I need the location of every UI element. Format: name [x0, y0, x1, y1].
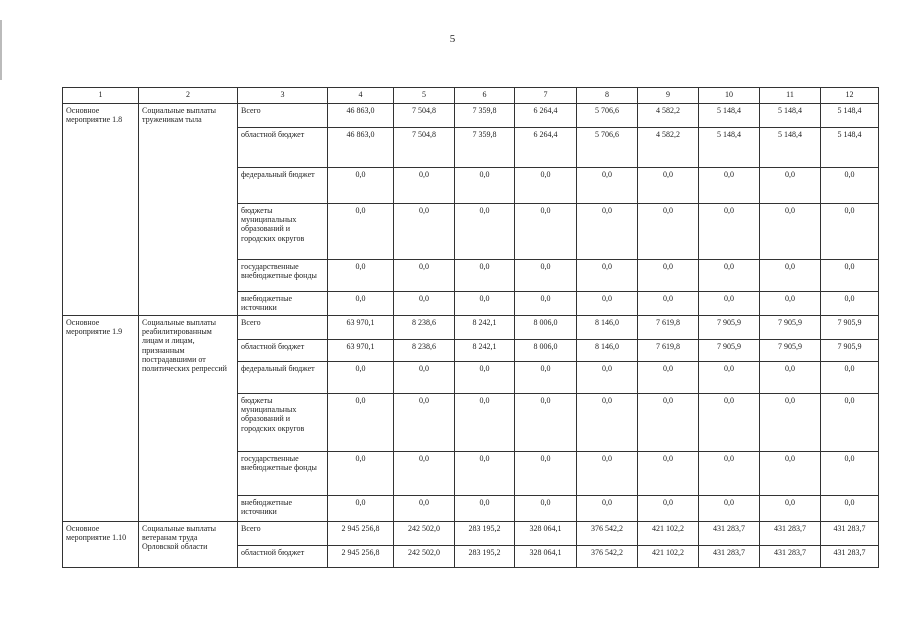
header-cell: 4 — [328, 88, 394, 104]
value-cell: 0,0 — [760, 204, 821, 260]
value-cell: 431 283,7 — [760, 522, 821, 546]
value-cell: 0,0 — [515, 204, 577, 260]
value-cell: 0,0 — [760, 362, 821, 394]
value-cell: 7 359,8 — [455, 128, 515, 168]
value-cell: 0,0 — [515, 362, 577, 394]
budget-table — [62, 87, 879, 568]
value-cell: 0,0 — [699, 394, 760, 452]
header-cell: 6 — [455, 88, 515, 104]
funding-source-cell: Всего — [238, 104, 328, 128]
value-cell: 7 905,9 — [821, 340, 879, 362]
header-cell: 2 — [139, 88, 238, 104]
value-cell: 0,0 — [638, 362, 699, 394]
funding-source-cell: областной бюджет — [238, 128, 328, 168]
value-cell: 0,0 — [515, 496, 577, 522]
value-cell: 0,0 — [455, 496, 515, 522]
value-cell: 376 542,2 — [577, 546, 638, 568]
header-cell: 9 — [638, 88, 699, 104]
value-cell: 0,0 — [455, 292, 515, 316]
value-cell: 0,0 — [638, 168, 699, 204]
value-cell: 5 706,6 — [577, 128, 638, 168]
value-cell: 5 148,4 — [821, 128, 879, 168]
value-cell: 8 146,0 — [577, 340, 638, 362]
value-cell: 0,0 — [515, 292, 577, 316]
value-cell: 431 283,7 — [821, 546, 879, 568]
value-cell: 0,0 — [638, 452, 699, 496]
funding-source-cell: государственные внебюджетные фонды — [238, 260, 328, 292]
value-cell: 7 905,9 — [760, 340, 821, 362]
value-cell: 0,0 — [760, 394, 821, 452]
value-cell: 283 195,2 — [455, 522, 515, 546]
value-cell: 0,0 — [638, 292, 699, 316]
value-cell: 0,0 — [638, 394, 699, 452]
value-cell: 242 502,0 — [394, 522, 455, 546]
value-cell: 421 102,2 — [638, 522, 699, 546]
value-cell: 0,0 — [455, 260, 515, 292]
funding-source-cell: внебюджетные источники — [238, 496, 328, 522]
value-cell: 7 359,8 — [455, 104, 515, 128]
value-cell: 8 242,1 — [455, 316, 515, 340]
value-cell: 0,0 — [821, 394, 879, 452]
value-cell: 0,0 — [328, 260, 394, 292]
value-cell: 328 064,1 — [515, 546, 577, 568]
header-cell: 11 — [760, 88, 821, 104]
value-cell: 0,0 — [455, 362, 515, 394]
value-cell: 0,0 — [577, 204, 638, 260]
value-cell: 0,0 — [638, 260, 699, 292]
event-cell: Основное мероприятие 1.10 — [63, 522, 139, 568]
value-cell: 8 242,1 — [455, 340, 515, 362]
value-cell: 0,0 — [577, 394, 638, 452]
funding-source-cell: областной бюджет — [238, 546, 328, 568]
value-cell: 7 619,8 — [638, 340, 699, 362]
value-cell: 0,0 — [638, 496, 699, 522]
value-cell: 0,0 — [328, 394, 394, 452]
value-cell: 0,0 — [328, 292, 394, 316]
value-cell: 0,0 — [394, 394, 455, 452]
event-cell: Основное мероприятие 1.8 — [63, 104, 139, 316]
value-cell: 0,0 — [760, 260, 821, 292]
value-cell: 0,0 — [699, 452, 760, 496]
value-cell: 0,0 — [699, 292, 760, 316]
value-cell: 242 502,0 — [394, 546, 455, 568]
value-cell: 0,0 — [577, 362, 638, 394]
value-cell: 5 706,6 — [577, 104, 638, 128]
value-cell: 0,0 — [328, 362, 394, 394]
value-cell: 6 264,4 — [515, 128, 577, 168]
value-cell: 0,0 — [394, 452, 455, 496]
value-cell: 0,0 — [821, 362, 879, 394]
value-cell: 0,0 — [515, 452, 577, 496]
page-edge-mark — [0, 20, 2, 80]
value-cell: 0,0 — [515, 260, 577, 292]
value-cell: 0,0 — [515, 394, 577, 452]
value-cell: 0,0 — [821, 452, 879, 496]
value-cell: 7 504,8 — [394, 128, 455, 168]
value-cell: 0,0 — [760, 496, 821, 522]
value-cell: 0,0 — [455, 204, 515, 260]
value-cell: 7 905,9 — [760, 316, 821, 340]
value-cell: 328 064,1 — [515, 522, 577, 546]
value-cell: 2 945 256,8 — [328, 546, 394, 568]
value-cell: 0,0 — [455, 452, 515, 496]
funding-source-cell: бюджеты муниципальных образований и городских округов — [238, 394, 328, 452]
header-cell: 12 — [821, 88, 879, 104]
value-cell: 0,0 — [577, 168, 638, 204]
value-cell: 0,0 — [577, 452, 638, 496]
event-cell: Основное мероприятие 1.9 — [63, 316, 139, 522]
header-cell: 7 — [515, 88, 577, 104]
value-cell: 0,0 — [638, 204, 699, 260]
value-cell: 0,0 — [760, 452, 821, 496]
value-cell: 7 905,9 — [699, 316, 760, 340]
value-cell: 8 146,0 — [577, 316, 638, 340]
value-cell: 0,0 — [821, 204, 879, 260]
page-number: 5 — [449, 33, 456, 45]
value-cell: 6 264,4 — [515, 104, 577, 128]
value-cell: 0,0 — [328, 496, 394, 522]
value-cell: 0,0 — [328, 452, 394, 496]
event-name-cell: Социальные выплаты ветеранам труда Орловской области — [139, 522, 238, 568]
value-cell: 5 148,4 — [821, 104, 879, 128]
value-cell: 46 863,0 — [328, 128, 394, 168]
funding-source-cell: федеральный бюджет — [238, 362, 328, 394]
value-cell: 0,0 — [394, 204, 455, 260]
funding-source-cell: государственные внебюджетные фонды — [238, 452, 328, 496]
value-cell: 0,0 — [328, 168, 394, 204]
header-cell: 8 — [577, 88, 638, 104]
value-cell: 5 148,4 — [699, 104, 760, 128]
value-cell: 8 238,6 — [394, 316, 455, 340]
value-cell: 0,0 — [515, 168, 577, 204]
value-cell: 8 006,0 — [515, 316, 577, 340]
value-cell: 0,0 — [577, 292, 638, 316]
value-cell: 63 970,1 — [328, 316, 394, 340]
value-cell: 5 148,4 — [699, 128, 760, 168]
value-cell: 4 582,2 — [638, 104, 699, 128]
funding-source-cell: бюджеты муниципальных образований и городских округов — [238, 204, 328, 260]
value-cell: 0,0 — [699, 362, 760, 394]
event-name-cell: Социальные выплаты реабилитированным лицам и лицам, признанным пострадавшими от политических репрессий — [139, 316, 238, 522]
value-cell: 0,0 — [577, 260, 638, 292]
value-cell: 0,0 — [394, 168, 455, 204]
value-cell: 7 504,8 — [394, 104, 455, 128]
value-cell: 8 006,0 — [515, 340, 577, 362]
header-cell: 1 — [63, 88, 139, 104]
table-row — [63, 316, 879, 340]
value-cell: 0,0 — [699, 204, 760, 260]
value-cell: 2 945 256,8 — [328, 522, 394, 546]
value-cell: 0,0 — [760, 168, 821, 204]
value-cell: 46 863,0 — [328, 104, 394, 128]
value-cell: 0,0 — [699, 168, 760, 204]
value-cell: 0,0 — [394, 362, 455, 394]
value-cell: 0,0 — [821, 260, 879, 292]
table-row — [63, 104, 879, 128]
value-cell: 376 542,2 — [577, 522, 638, 546]
value-cell: 0,0 — [699, 260, 760, 292]
value-cell: 7 619,8 — [638, 316, 699, 340]
funding-source-cell: внебюджетные источники — [238, 292, 328, 316]
value-cell: 7 905,9 — [699, 340, 760, 362]
value-cell: 431 283,7 — [699, 546, 760, 568]
value-cell: 283 195,2 — [455, 546, 515, 568]
event-name-cell: Социальные выплаты труженикам тыла — [139, 104, 238, 316]
value-cell: 5 148,4 — [760, 104, 821, 128]
header-cell: 5 — [394, 88, 455, 104]
value-cell: 0,0 — [699, 496, 760, 522]
value-cell: 431 283,7 — [760, 546, 821, 568]
value-cell: 8 238,6 — [394, 340, 455, 362]
value-cell: 5 148,4 — [760, 128, 821, 168]
value-cell: 0,0 — [455, 168, 515, 204]
value-cell: 0,0 — [821, 168, 879, 204]
funding-source-cell: Всего — [238, 316, 328, 340]
value-cell: 0,0 — [455, 394, 515, 452]
funding-source-cell: Всего — [238, 522, 328, 546]
value-cell: 0,0 — [821, 292, 879, 316]
value-cell: 431 283,7 — [821, 522, 879, 546]
value-cell: 0,0 — [577, 496, 638, 522]
value-cell: 421 102,2 — [638, 546, 699, 568]
value-cell: 4 582,2 — [638, 128, 699, 168]
header-cell: 3 — [238, 88, 328, 104]
funding-source-cell: областной бюджет — [238, 340, 328, 362]
value-cell: 0,0 — [394, 292, 455, 316]
value-cell: 0,0 — [394, 496, 455, 522]
header-cell: 10 — [699, 88, 760, 104]
funding-source-cell: федеральный бюджет — [238, 168, 328, 204]
value-cell: 63 970,1 — [328, 340, 394, 362]
value-cell: 431 283,7 — [699, 522, 760, 546]
value-cell: 0,0 — [394, 260, 455, 292]
table-row — [63, 522, 879, 546]
value-cell: 0,0 — [821, 496, 879, 522]
value-cell: 0,0 — [760, 292, 821, 316]
header-row — [63, 88, 879, 104]
value-cell: 7 905,9 — [821, 316, 879, 340]
value-cell: 0,0 — [328, 204, 394, 260]
